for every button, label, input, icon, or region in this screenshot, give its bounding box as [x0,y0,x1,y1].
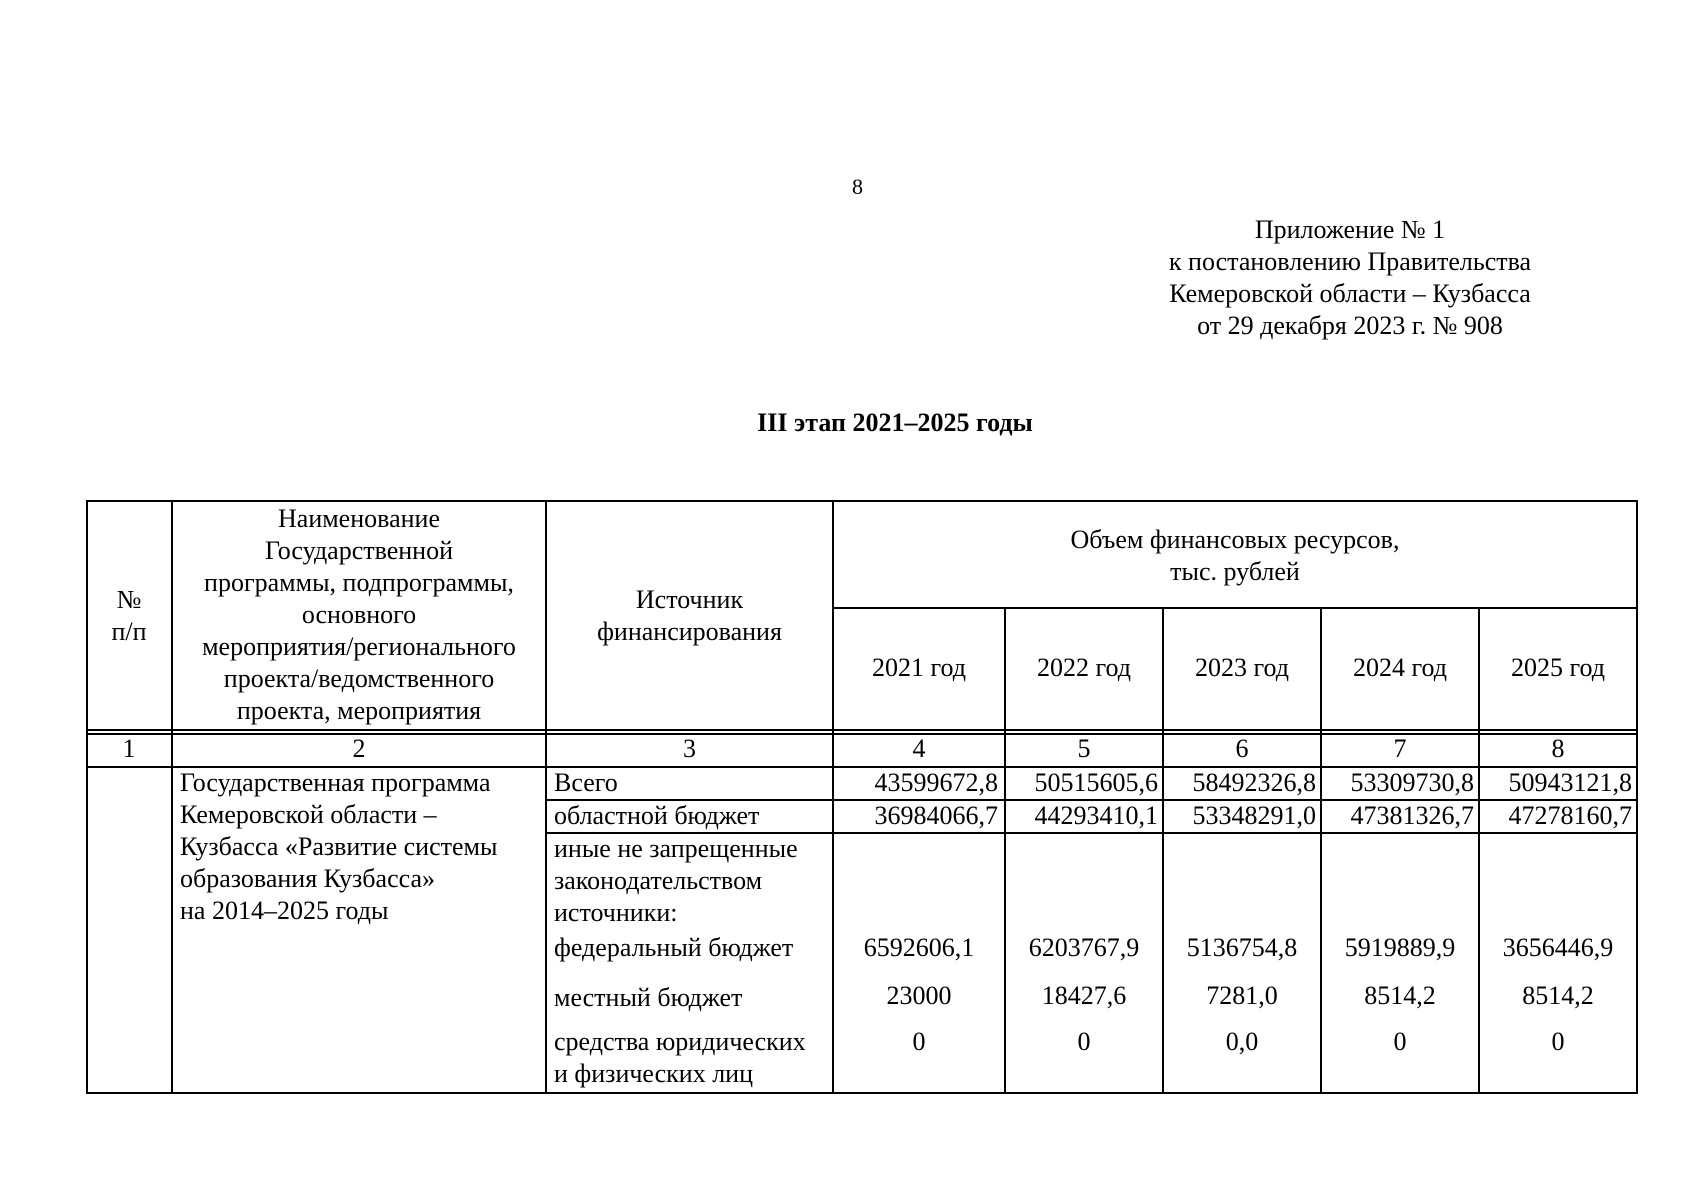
value-federal-2025: 3656446,9 [1502,933,1614,962]
value-local-2023: 7281,0 [1206,981,1278,1010]
stage-title: III этап 2021–2025 годы [757,408,1033,437]
header-year-2021: 2021 год [872,653,966,682]
header-source-line: Источник [635,585,744,614]
header-volume-line: Объем финансовых ресурсов, [1070,525,1400,554]
value-regional-2022: 44293410,1 [1034,801,1158,830]
header-name-line: программы, подпрограммы, [204,568,514,597]
page-number: 8 [852,174,863,199]
value-total-2021: 43599672,8 [874,768,998,797]
header-num-line: № [116,585,142,614]
header-name [172,503,546,727]
source-legal-entities-line: и физических лиц [554,1059,754,1088]
financing-table [86,500,1638,1094]
source-legal-entities-line: средства юридических [554,1027,806,1056]
header-source-line: финансирования [597,617,782,646]
table-rule [86,729,1638,731]
value-regional-2024: 47381326,7 [1350,801,1474,830]
value-total-2025: 50943121,8 [1508,768,1632,797]
source-local: местный бюджет [554,983,743,1012]
program-name-line: Кузбасса «Развитие системы [180,832,498,861]
table-rule [833,607,1638,609]
value-regional-2023: 53348291,0 [1192,801,1316,830]
appendix-line: от 29 декабря 2023 г. № 908 [1197,311,1503,340]
header-name-line: проекта, мероприятия [236,696,482,725]
header-name-line: основного [301,600,417,629]
appendix-line: Приложение № 1 [1254,215,1446,244]
header-year-2023: 2023 год [1195,653,1289,682]
value-regional-2021: 36984066,7 [874,801,998,830]
appendix-line: Кемеровской области – Кузбасса [1169,279,1531,308]
source-other [554,833,830,929]
header-name-line: мероприятия/регионального [202,632,516,661]
header-num-line: п/п [111,617,147,646]
value-federal-2023: 5136754,8 [1186,933,1298,962]
column-number: 2 [352,734,366,763]
header-name-line: Наименование [278,504,440,533]
header-year-2022: 2022 год [1037,653,1131,682]
appendix-line: к постановлению Правительства [1168,247,1532,276]
source-other-line: источники: [554,898,678,927]
value-legal-2025: 0 [1551,1027,1565,1056]
program-name-line: образования Кузбасса» [180,864,436,893]
table-rule [86,500,1638,502]
program-name-line: Кемеровской области – [180,800,437,829]
column-number: 7 [1393,734,1407,763]
value-total-2024: 53309730,8 [1350,768,1474,797]
header-name-line: Государственной [264,536,454,565]
value-federal-2022: 6203767,9 [1028,933,1140,962]
value-federal-2024: 5919889,9 [1344,933,1456,962]
value-local-2022: 18427,6 [1041,981,1127,1010]
value-total-2022: 50515605,6 [1034,768,1158,797]
source-regional: областной бюджет [554,801,760,830]
value-local-2025: 8514,2 [1522,981,1594,1010]
appendix-block [1140,214,1560,342]
program-name [180,767,542,927]
header-num [86,584,172,648]
value-legal-2023: 0,0 [1225,1027,1259,1056]
source-other-line: иные не запрещенные [554,834,798,863]
source-federal: федеральный бюджет [554,933,794,962]
value-legal-2021: 0 [912,1027,926,1056]
column-number: 6 [1235,734,1249,763]
column-number: 4 [912,734,926,763]
value-legal-2022: 0 [1077,1027,1091,1056]
value-regional-2025: 47278160,7 [1508,801,1632,830]
value-legal-2024: 0 [1393,1027,1407,1056]
header-name-line: проекта/ведомственного [223,664,495,693]
table-rule [86,1092,1638,1094]
value-total-2023: 58492326,8 [1192,768,1316,797]
value-federal-2021: 6592606,1 [863,933,975,962]
program-name-line: на 2014–2025 годы [180,896,389,925]
value-local-2021: 23000 [886,981,952,1010]
source-legal-entities [554,1026,830,1090]
column-number: 1 [122,734,136,763]
column-number: 8 [1551,734,1565,763]
program-name-line: Государственная программа [180,768,491,797]
header-volume [833,524,1637,588]
header-year-2025: 2025 год [1511,653,1605,682]
header-year-2024: 2024 год [1353,653,1447,682]
value-local-2024: 8514,2 [1364,981,1436,1010]
source-total: Всего [554,768,618,797]
column-number: 5 [1077,734,1091,763]
header-source [546,584,833,648]
header-volume-line: тыс. рублей [1170,557,1300,586]
column-number: 3 [683,734,696,763]
source-other-line: законодательством [554,866,763,895]
